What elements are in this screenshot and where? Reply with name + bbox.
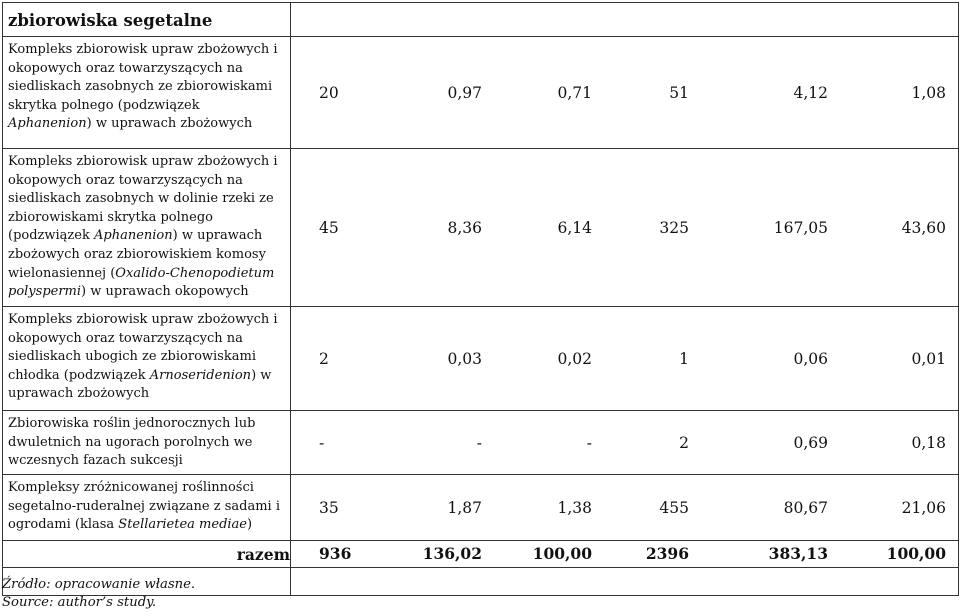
total-value-cell: 100,00 <box>886 544 946 563</box>
table-row <box>3 307 959 411</box>
row-values-cell <box>291 411 959 475</box>
section-header-cell: zbiorowiska segetalne <box>3 3 291 37</box>
description-text: Zbiorowiska roślin jednorocznych lub dwuletnich na ugorach porolnych we wczesnych fazach sukcesji <box>8 416 256 469</box>
value-cell: 6,14 <box>557 218 592 237</box>
value-cell: 167,05 <box>773 218 828 237</box>
value-cell: 43,60 <box>901 218 946 237</box>
row-description <box>3 475 291 541</box>
value-cell: 20 <box>319 83 339 102</box>
value-cell: 4,12 <box>793 83 828 102</box>
value-cell: 35 <box>319 498 339 517</box>
value-cell: 455 <box>659 498 689 517</box>
description-text: ) w uprawach zbożowych <box>86 116 253 132</box>
row-values <box>291 349 958 369</box>
value-cell: 0,71 <box>557 83 592 102</box>
row-values-cell <box>291 37 959 149</box>
table-row <box>3 475 959 541</box>
total-row <box>3 541 959 568</box>
value-cell: 80,67 <box>783 498 828 517</box>
row-description <box>3 37 291 149</box>
row-description <box>3 411 291 475</box>
total-values <box>291 544 958 564</box>
description-text: Kompleks zbiorowisk upraw zbożowych i okopowych oraz towarzyszących na siedliskach zasobnych w dolinie rzeki ze zbiorowiskami skrytka polnego (podzwiązek <box>8 154 278 244</box>
row-values-cell <box>291 475 959 541</box>
latin-name-text: Aphanenion <box>8 116 87 132</box>
value-cell: 1,87 <box>447 498 482 517</box>
value-cell: 1,08 <box>911 83 946 102</box>
section-header-blank-cell <box>291 3 959 37</box>
value-cell: 45 <box>319 218 339 237</box>
value-cell: 8,36 <box>447 218 482 237</box>
value-cell: 0,01 <box>911 349 946 368</box>
section-header-row <box>3 3 959 37</box>
source-note-en: Source: author’s study. <box>2 595 157 610</box>
value-cell: 0,02 <box>557 349 592 368</box>
value-cell: 2 <box>319 349 329 368</box>
description-text: Kompleksy zróżnicowanej roślinności segetalno-ruderalnej związane z sadami i ogrodami (klasa <box>8 480 280 533</box>
table-row <box>3 37 959 149</box>
latin-name-text: Oxalido-Chenopodietum polyspermi <box>8 265 275 300</box>
value-cell: 325 <box>659 218 689 237</box>
row-values <box>291 433 958 453</box>
value-cell: - <box>586 433 592 452</box>
total-value-cell: 2396 <box>645 544 689 563</box>
description-text: ) w uprawach zbożowych <box>8 367 272 402</box>
latin-name-text: Arnoseridenion <box>149 367 252 383</box>
description-text: ) <box>247 517 253 533</box>
value-cell: 0,06 <box>793 349 828 368</box>
value-cell: 2 <box>679 433 689 452</box>
total-value-cell: 100,00 <box>532 544 592 563</box>
empty-cell <box>291 568 959 596</box>
row-values <box>291 498 958 518</box>
table-row <box>3 149 959 307</box>
value-cell: - <box>319 433 325 452</box>
description-text: Kompleks zbiorowisk upraw zbożowych i okopowych oraz towarzyszących na siedliskach ubogich ze zbiorowiskami chłodka (podzwiązek <box>8 312 278 383</box>
row-values-cell <box>291 307 959 411</box>
total-values-cell <box>291 541 959 568</box>
description-text: ) w uprawach okopowych <box>81 284 249 300</box>
description-text: ) w uprawach zbożowych oraz zbiorowiskiem komosy wielonasiennej ( <box>8 228 266 281</box>
row-values <box>291 218 958 238</box>
description-text: Kompleks zbiorowisk upraw zbożowych i okopowych oraz towarzyszących na siedliskach zasobnych ze zbiorowiskami skrytka polnego (podzwiązek <box>8 42 278 113</box>
value-cell: 0,69 <box>793 433 828 452</box>
total-value-cell: 383,13 <box>768 544 828 563</box>
row-values-cell <box>291 149 959 307</box>
data-table <box>2 2 959 596</box>
row-description <box>3 149 291 307</box>
row-values <box>291 83 958 103</box>
value-cell: 0,03 <box>447 349 482 368</box>
value-cell: 1,38 <box>557 498 592 517</box>
latin-name-text: Aphanenion <box>93 228 173 244</box>
source-note-pl: Źródło: opracowanie własne. <box>2 577 196 592</box>
row-description <box>3 307 291 411</box>
value-cell: 1 <box>679 349 689 368</box>
table-row <box>3 411 959 475</box>
total-value-cell: 936 <box>319 544 352 563</box>
value-cell: 0,18 <box>911 433 946 452</box>
value-cell: 21,06 <box>901 498 946 517</box>
value-cell: - <box>476 433 482 452</box>
value-cell: 0,97 <box>447 83 482 102</box>
total-value-cell: 136,02 <box>422 544 482 563</box>
latin-name-text: Stellarietea mediae <box>118 517 247 533</box>
total-label: razem <box>3 541 291 568</box>
value-cell: 51 <box>669 83 689 102</box>
